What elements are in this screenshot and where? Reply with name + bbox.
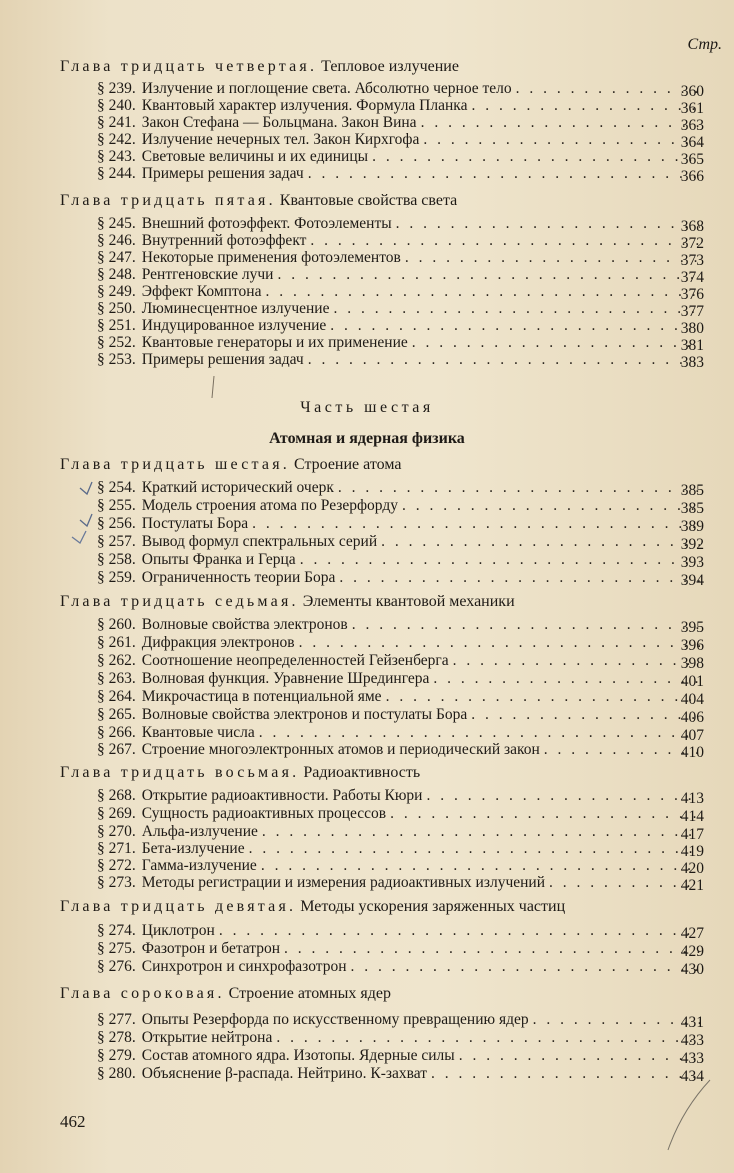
entry-number: § 262. <box>97 652 136 669</box>
entry-page: 366 <box>680 168 704 185</box>
entry-number: § 240. <box>97 97 136 114</box>
chapter-35-prefix: Глава тридцать пятая. <box>60 192 276 209</box>
entry-page: 361 <box>680 100 704 117</box>
entry-page: 377 <box>680 303 704 320</box>
entry-page: 430 <box>680 961 704 978</box>
entry-number: § 259. <box>97 569 136 586</box>
entry-page: 398 <box>680 655 704 672</box>
entry-title: Волновая функция. Уравнение Шредингера <box>141 670 430 687</box>
entry-title: Строение многоэлектронных атомов и периодический закон <box>141 741 540 758</box>
entry-number: § 270. <box>97 823 136 840</box>
entry-number: § 267. <box>97 741 136 758</box>
entry-title: Световые величины и их единицы <box>141 148 369 165</box>
entry-number: § 264. <box>97 688 136 705</box>
entry-page: 417 <box>680 826 704 843</box>
entry-page: 406 <box>680 709 704 726</box>
entry-page: 374 <box>680 269 704 286</box>
entry-title: Квантовые генераторы и их применение <box>141 334 408 351</box>
entry-title: Внутренний фотоэффект <box>141 232 307 249</box>
entry-page: 363 <box>680 117 704 134</box>
entry-page: 389 <box>680 518 704 535</box>
entry-number: § 257. <box>97 533 136 550</box>
page-number: 462 <box>60 1112 86 1131</box>
entry-number: § 246. <box>97 232 136 249</box>
entry-number: § 254. <box>97 479 136 496</box>
entry-title: Примеры решения задач <box>141 165 304 182</box>
entry-title: Вывод формул спектральных серий <box>141 533 378 550</box>
pencil-checkmark-icon <box>72 531 86 543</box>
entry-title: Открытие радиоактивности. Работы Кюри <box>141 787 423 804</box>
entry-title: Фазотрон и бетатрон <box>141 940 281 957</box>
entry-number: § 255. <box>97 497 136 514</box>
entry-title: Опыты Резерфорда по искусственному превращению ядер <box>141 1011 529 1028</box>
entry-title: Излучение и поглощение света. Абсолютно черное тело <box>141 80 512 97</box>
entry-number: § 252. <box>97 334 136 351</box>
entry-number: § 261. <box>97 634 136 651</box>
entry-number: § 253. <box>97 351 136 368</box>
entry-page: 394 <box>680 572 704 589</box>
chapter-40-prefix: Глава сороковая. <box>60 985 225 1002</box>
chapter-35-title: Квантовые свойства света <box>279 192 458 209</box>
entry-title: Постулаты Бора <box>141 515 249 532</box>
entry-number: § 275. <box>97 940 136 957</box>
entry-page: 433 <box>680 1050 704 1067</box>
entry-title: Сущность радиоактивных процессов <box>141 805 387 822</box>
chapter-36-prefix: Глава тридцать шестая. <box>60 456 290 473</box>
entry-title: Циклотрон <box>141 922 215 939</box>
entry-number: § 269. <box>97 805 136 822</box>
chapter-38-title: Радиоактивность <box>303 764 421 781</box>
page-column-label: Стр. <box>687 36 722 53</box>
entry-title: Модель строения атома по Резерфорду <box>141 497 398 514</box>
part-subtitle: Атомная и ядерная физика <box>269 430 465 447</box>
entry-page: 410 <box>680 744 704 761</box>
entry-title: Опыты Франка и Герца <box>141 551 296 568</box>
entry-page: 401 <box>680 673 704 690</box>
entry-number: § 265. <box>97 706 136 723</box>
entry-page: 385 <box>680 500 704 517</box>
pencil-stroke-icon <box>668 1080 710 1150</box>
entry-title: Бета-излучение <box>141 840 245 857</box>
entry-page: 393 <box>680 554 704 571</box>
entry-title: Закон Стефана — Больцмана. Закон Вина <box>141 114 417 131</box>
chapter-36-title: Строение атома <box>293 456 402 473</box>
pencil-checkmark-icon <box>80 514 92 526</box>
entry-title: Квантовый характер излучения. Формула Планка <box>141 97 468 114</box>
entry-number: § 273. <box>97 874 136 891</box>
entry-title: Люминесцентное излучение <box>141 300 330 317</box>
entry-title: Объяснение β-распада. Нейтрино. К-захват <box>141 1065 428 1082</box>
entry-title: Состав атомного ядра. Изотопы. Ядерные силы <box>141 1047 455 1064</box>
chapter-37-title: Элементы квантовой механики <box>302 593 515 610</box>
entry-number: § 245. <box>97 215 136 232</box>
entry-title: Волновые свойства электронов и постулаты Бора <box>141 706 468 723</box>
entry-title: Микрочастица в потенциальной яме <box>141 688 382 705</box>
entry-page: 431 <box>680 1014 704 1031</box>
entry-page: 364 <box>680 134 704 151</box>
entry-page: 433 <box>680 1032 704 1049</box>
pencil-checkmark-icon <box>80 482 92 494</box>
entry-page: 373 <box>680 252 704 269</box>
entry-title: Методы регистрации и измерения радиоактивных излучений <box>141 874 545 891</box>
entry-page: 427 <box>680 925 704 942</box>
entry-page: 381 <box>680 337 704 354</box>
entry-page: 421 <box>680 877 704 894</box>
entry-page: 365 <box>680 151 704 168</box>
entry-number: § 272. <box>97 857 136 874</box>
entry-page: 419 <box>680 843 704 860</box>
entry-number: § 258. <box>97 551 136 568</box>
entry-title: Индуцированное излучение <box>141 317 327 334</box>
entry-page: 383 <box>680 354 704 371</box>
entry-page: 360 <box>680 83 704 100</box>
entry-number: § 241. <box>97 114 136 131</box>
entry-title: Рентгеновские лучи <box>141 266 274 283</box>
chapter-37-prefix: Глава тридцать седьмая. <box>60 593 299 610</box>
entry-title: Дифракция электронов <box>141 634 295 651</box>
entry-page: 413 <box>680 790 704 807</box>
entry-number: § 248. <box>97 266 136 283</box>
chapter-39-title: Методы ускорения заряженных частиц <box>300 898 566 915</box>
entry-page: 368 <box>680 218 704 235</box>
entry-page: 429 <box>680 943 704 960</box>
chapter-39-prefix: Глава тридцать девятая. <box>60 898 297 915</box>
entry-number: § 242. <box>97 131 136 148</box>
entry-number: § 243. <box>97 148 136 165</box>
entry-page: 407 <box>680 727 704 744</box>
entry-title: Квантовые числа <box>141 724 255 741</box>
entry-title: Ограниченность теории Бора <box>141 569 336 586</box>
entry-title: Открытие нейтрона <box>141 1029 273 1046</box>
entry-title: Излучение нечерных тел. Закон Кирхгофа <box>141 131 420 148</box>
entry-page: 396 <box>680 637 704 654</box>
entry-number: § 276. <box>97 958 136 975</box>
entry-title: Альфа-излучение <box>141 823 258 840</box>
entry-number: § 266. <box>97 724 136 741</box>
entry-number: § 263. <box>97 670 136 687</box>
entry-title: Эффект Комптона <box>141 283 262 300</box>
entry-number: § 271. <box>97 840 136 857</box>
chapter-40-title: Строение атомных ядер <box>228 985 392 1002</box>
entry-number: § 239. <box>97 80 136 97</box>
entry-number: § 280. <box>97 1065 136 1082</box>
entry-page: 392 <box>680 536 704 553</box>
entry-number: § 279. <box>97 1047 136 1064</box>
entry-number: § 249. <box>97 283 136 300</box>
entry-title: Гамма-излучение <box>141 857 257 874</box>
part-title: Часть шестая <box>300 399 434 416</box>
entry-number: § 244. <box>97 165 136 182</box>
entry-title: Некоторые применения фотоэлементов <box>141 249 401 266</box>
entry-number: § 250. <box>97 300 136 317</box>
entry-page: 380 <box>680 320 704 337</box>
entry-number: § 278. <box>97 1029 136 1046</box>
pencil-stroke-icon <box>212 376 214 398</box>
entry-number: § 256. <box>97 515 136 532</box>
entry-page: 395 <box>680 619 704 636</box>
entry-page: 434 <box>680 1068 704 1085</box>
entry-page: 376 <box>680 286 704 303</box>
chapter-38-prefix: Глава тридцать восьмая. <box>60 764 300 781</box>
entry-number: § 260. <box>97 616 136 633</box>
entry-title: Внешний фотоэффект. Фотоэлементы <box>141 215 392 232</box>
entry-page: 420 <box>680 860 704 877</box>
entry-number: § 277. <box>97 1011 136 1028</box>
entry-title: Примеры решения задач <box>141 351 304 368</box>
entry-number: § 247. <box>97 249 136 266</box>
chapter-34-title: Тепловое излучение <box>321 58 459 75</box>
entry-number: § 251. <box>97 317 136 334</box>
entry-number: § 274. <box>97 922 136 939</box>
entry-title: Соотношение неопределенностей Гейзенберга <box>141 652 449 669</box>
chapter-34-prefix: Глава тридцать четвертая. <box>60 58 318 75</box>
entry-number: § 268. <box>97 787 136 804</box>
entry-title: Синхротрон и синхрофазотрон <box>141 958 347 975</box>
entry-page: 404 <box>680 691 704 708</box>
entry-title: Краткий исторический очерк <box>141 479 334 496</box>
entry-page: 372 <box>680 235 704 252</box>
entry-page: 385 <box>680 482 704 499</box>
entry-page: 414 <box>680 808 704 825</box>
entry-title: Волновые свойства электронов <box>141 616 348 633</box>
